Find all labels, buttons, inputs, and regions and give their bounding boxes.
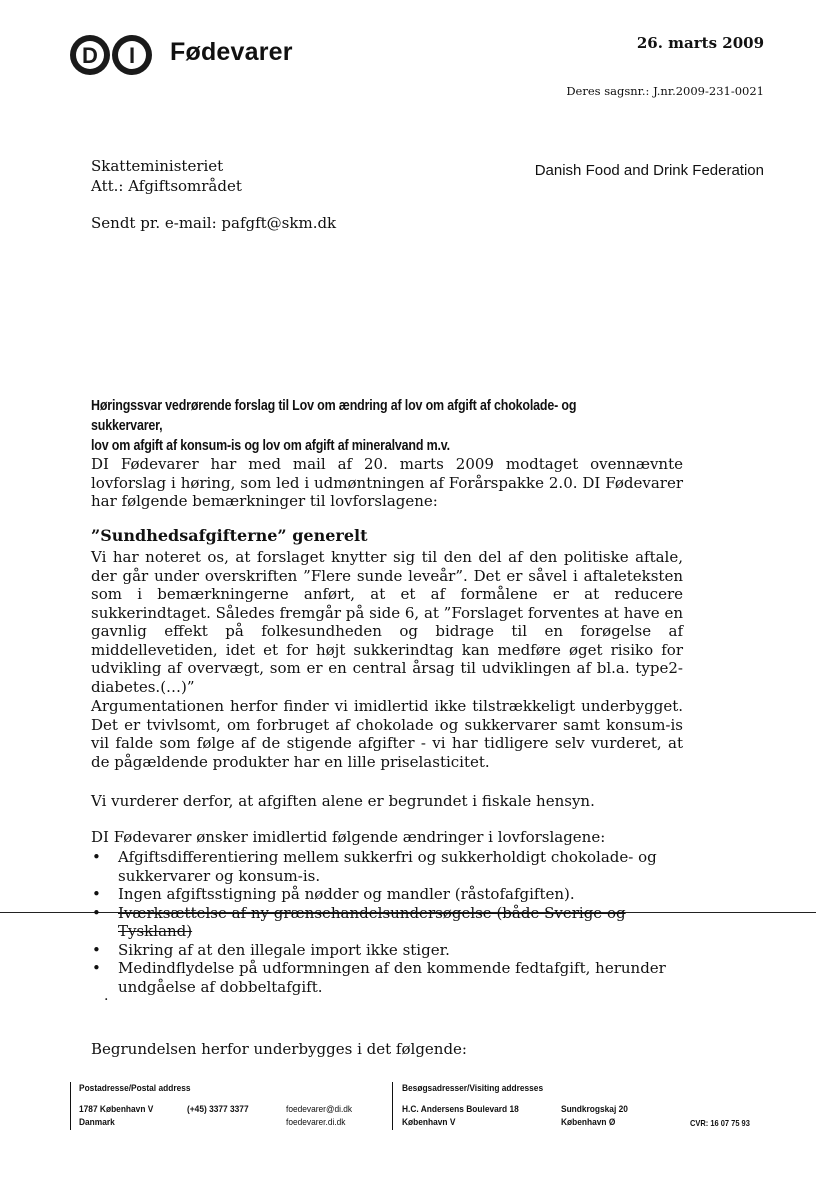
di-logo-mark: [68, 34, 158, 76]
letter-date: 26. marts 2009: [636, 34, 764, 52]
paragraph-3-text: Vi vurderer derfor, at afgiften alene er begrundet i fiskale hensyn.: [91, 792, 595, 810]
footer-web: foedevarer.di.dk: [286, 1117, 346, 1128]
paragraph-2-text: Argumentationen herfor finder vi imidlertid ikke tilstrækkeligt underbygget. Det er tvivlsomt, om forbruget af chokolade og sukkervarer samt konsum-is vil falde som følge af de stigende afgifter - vi har tidligere selv vurderet, at de pågældende produkter har en lille priselasticitet.: [91, 697, 683, 771]
recipient-name: Skatteministeriet: [91, 157, 224, 175]
subject-heading: [91, 396, 607, 456]
footer-phone: (+45) 3377 3377: [187, 1104, 249, 1115]
visit-title: Besøgsadresser/Visiting addresses: [402, 1083, 544, 1094]
paragraph-3: [91, 792, 683, 811]
cvr-number: CVR: 16 07 75 93: [690, 1118, 750, 1128]
list-item: • Afgiftsdifferentiering mellem sukkerfri og sukkerholdigt chokolade- og sukkervarer og konsum-is.: [91, 848, 683, 885]
case-value: J.nr.2009-231-0021: [653, 84, 764, 98]
footer-divider-mid: [392, 1082, 393, 1130]
di-logo: [68, 34, 158, 76]
list-intro-text: DI Fødevarer ønsker imidlertid følgende ændringer i lovforslagene:: [91, 828, 606, 846]
paragraph-2: [91, 697, 683, 771]
intro-text: DI Fødevarer har med mail af 20. marts 2009 modtaget ovennævnte lovforslag i høring, som led i udmøntningen af Forårspakke 2.0. DI Fødevarer har følgende bemærkninger til lovforslagene:: [91, 455, 683, 510]
case-label: Deres sagsnr.:: [566, 84, 650, 98]
subject-line-1: Høringssvar vedrørende forslag til Lov om ændring af lov om afgift af chokolade- og sukkervarer,: [91, 398, 577, 434]
section-heading-text: ”Sundhedsafgifterne” generelt: [91, 526, 368, 545]
recipient-attention: Att.: Afgiftsområdet: [91, 177, 242, 195]
change-list: [91, 848, 683, 996]
intro-paragraph: [91, 455, 683, 511]
svg-text:I: I: [128, 43, 136, 68]
svg-text:D: D: [82, 43, 98, 68]
visit1-city: København V: [402, 1117, 456, 1128]
postal-title: Postadresse/Postal address: [79, 1083, 191, 1094]
list-item: • Medindflydelse på udformningen af den kommende fedtafgift, herunder undgåelse af dobbeltafgift.: [91, 959, 683, 996]
visit1-street: H.C. Andersens Boulevard 18: [402, 1104, 519, 1115]
visit2-street: Sundkrogskaj 20: [561, 1104, 628, 1115]
list-item: • Iværksættelse af ny grænsehandelsundersøgelse (både Sverige og Tyskland): [91, 904, 683, 941]
closing-text: Begrundelsen herfor underbygges i det følgende:: [91, 1040, 467, 1058]
case-number: [566, 84, 764, 98]
stray-dot: .: [104, 988, 109, 1004]
section-heading: [91, 527, 683, 546]
postal-country: Danmark: [79, 1117, 115, 1128]
list-item: • Sikring af at den illegale import ikke stiger.: [91, 941, 683, 960]
paragraph-1-text: Vi har noteret os, at forslaget knytter sig til den del af den politiske aftale, der går under overskriften ”Flere sunde leveår”. Det er såvel i aftaleteksten som i bemærkningerne anført, at et af formålene er at reducere sukkerindtaget. Således fremgår på side 6, at ”Forslaget forventes at have en gavnlig effekt på folkesundheden og bidrage til en forøgelse af middellevetiden, idet et for højt sukkerindtag kan medføre øget risiko for udvikling af overvægt, som er en central årsag til udviklingen af bl.a. type2-diabetes.(…)”: [91, 548, 683, 696]
paragraph-1: [91, 548, 683, 696]
postal-city: 1787 København V: [79, 1104, 154, 1115]
footer-email: foedevarer@di.dk: [286, 1104, 353, 1115]
sent-by-email: Sendt pr. e-mail: pafgft@skm.dk: [91, 214, 337, 232]
visit2-city: København Ø: [561, 1117, 616, 1128]
closing-line: [91, 1040, 683, 1059]
subject-line-2: lov om afgift af konsum-is og lov om afgift af mineralvand m.v.: [91, 438, 450, 454]
list-item: • Ingen afgiftsstigning på nødder og mandler (råstofafgiften).: [91, 885, 683, 904]
footer-divider-left: [70, 1082, 71, 1130]
logo-title: Fødevarer: [170, 38, 293, 66]
recipient-block: [91, 156, 242, 196]
list-intro: [91, 828, 683, 847]
federation-name: Danish Food and Drink Federation: [534, 162, 764, 179]
